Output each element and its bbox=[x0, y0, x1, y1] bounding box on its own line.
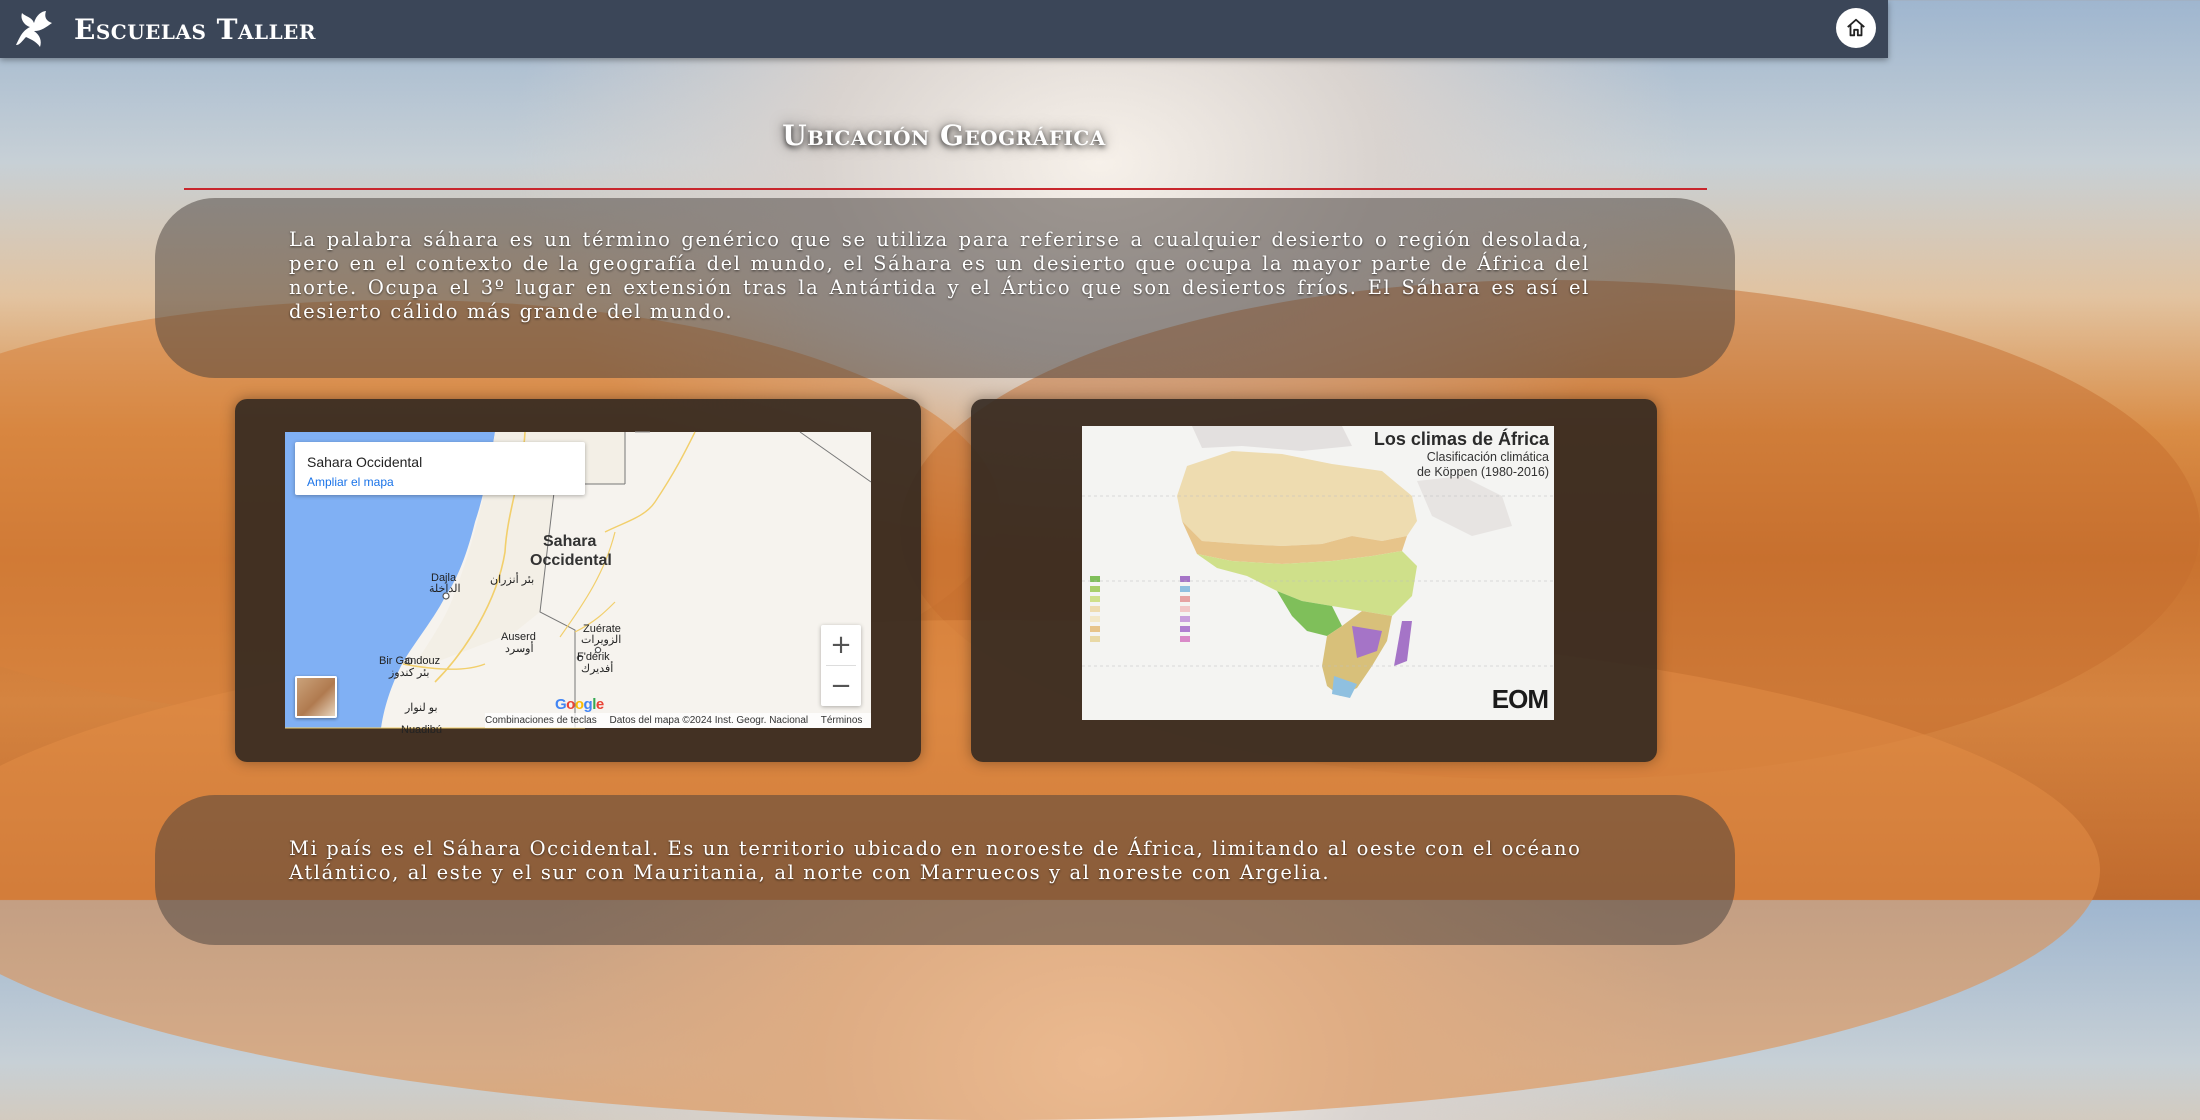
keyboard-shortcuts-link[interactable]: Combinaciones de teclas bbox=[485, 715, 597, 726]
country-panel bbox=[155, 795, 1735, 945]
map-attribution-bar bbox=[485, 713, 871, 728]
map-city-label: Auserd bbox=[501, 631, 536, 643]
map-place-name: Sahara Occidental bbox=[307, 454, 423, 470]
eom-logo: EOM bbox=[1491, 684, 1548, 714]
map-city-label: بئر كندوز bbox=[389, 667, 430, 679]
map-city-label: Bir Gandouz bbox=[379, 655, 441, 667]
home-button[interactable] bbox=[1836, 8, 1876, 48]
climate-card bbox=[971, 399, 1657, 762]
africa-climate-map-image bbox=[1082, 426, 1554, 720]
zoom-in-button[interactable]: + bbox=[830, 630, 852, 660]
map-city-label: أوسرد bbox=[505, 643, 534, 655]
map-city-label: Nuadibú bbox=[401, 724, 442, 736]
map-place-card bbox=[295, 442, 585, 495]
zoom-out-button[interactable]: − bbox=[830, 671, 852, 701]
map-city-label: أفديرك bbox=[581, 663, 614, 675]
climate-map-subtitle-line: Clasificación climática bbox=[1426, 450, 1549, 464]
google-logo-letter: o bbox=[566, 696, 575, 713]
google-logo-letter: e bbox=[595, 696, 604, 713]
map-zoom-controls bbox=[821, 625, 861, 706]
map-city-label: Zuérate bbox=[583, 623, 621, 635]
google-logo-letter: o bbox=[574, 696, 584, 713]
map-city-label: F'dérik bbox=[577, 651, 610, 663]
climate-map-subtitle-line: de Köppen (1980-2016) bbox=[1416, 465, 1549, 479]
map-city-label: الداخلة bbox=[429, 583, 461, 595]
map-region-label: Sahara bbox=[543, 533, 597, 550]
google-logo bbox=[555, 696, 604, 713]
brand-name[interactable]: Escuelas Taller bbox=[74, 12, 317, 46]
country-paragraph-line: Mi país es el Sáhara Occidental. Es un territorio ubicado en noroeste de África, limitando al oeste con el océano bbox=[289, 837, 1582, 860]
site-logo[interactable] bbox=[10, 7, 316, 51]
home-icon bbox=[1845, 17, 1867, 39]
google-logo-letter: g bbox=[583, 696, 593, 713]
climate-map-subtitle bbox=[1417, 450, 1549, 480]
map-card bbox=[235, 399, 921, 762]
title-divider bbox=[184, 188, 1707, 190]
google-logo-letter: G bbox=[555, 696, 567, 713]
google-map-embed[interactable] bbox=[285, 432, 871, 736]
climate-map-title: Los climas de África bbox=[1373, 429, 1549, 449]
enlarge-map-link[interactable]: Ampliar el mapa bbox=[307, 475, 394, 489]
map-terms-link[interactable]: Términos bbox=[820, 715, 863, 726]
intro-paragraph: La palabra sáhara es un término genérico que se utiliza para referirse a cualquier desierto o región desolada, pero en el contexto de la geografía del mundo, el Sáhara es un desierto que ocupa la mayor parte de África del norte. Ocupa el 3º lugar en extensión tras la Antártida y el Ártico que son desiertos fríos. El Sáhara es así el desierto cálido más grande del mundo. bbox=[289, 228, 1590, 323]
map-data-attribution: Datos del mapa ©2024 Inst. Geogr. Nacional bbox=[609, 715, 809, 726]
map-region-label: Occidental bbox=[530, 552, 612, 569]
google-logo-letter: l bbox=[592, 696, 596, 713]
map-city-label: بو لنوار bbox=[405, 702, 438, 714]
page-title: Ubicación Geográfica bbox=[782, 118, 1106, 152]
satellite-view-toggle[interactable] bbox=[295, 676, 337, 718]
intro-panel bbox=[155, 198, 1735, 378]
map-city-label: الزويرات bbox=[581, 634, 622, 646]
holly-leaf-icon bbox=[10, 7, 60, 51]
country-paragraph-line: Atlántico, al este y el sur con Mauritania, al norte con Marruecos y al noreste con Argelia. bbox=[289, 861, 1331, 884]
map-city-label: بئر أنزران bbox=[490, 574, 535, 586]
map-city-label: Dajla bbox=[431, 572, 457, 584]
top-navbar bbox=[0, 0, 1888, 58]
